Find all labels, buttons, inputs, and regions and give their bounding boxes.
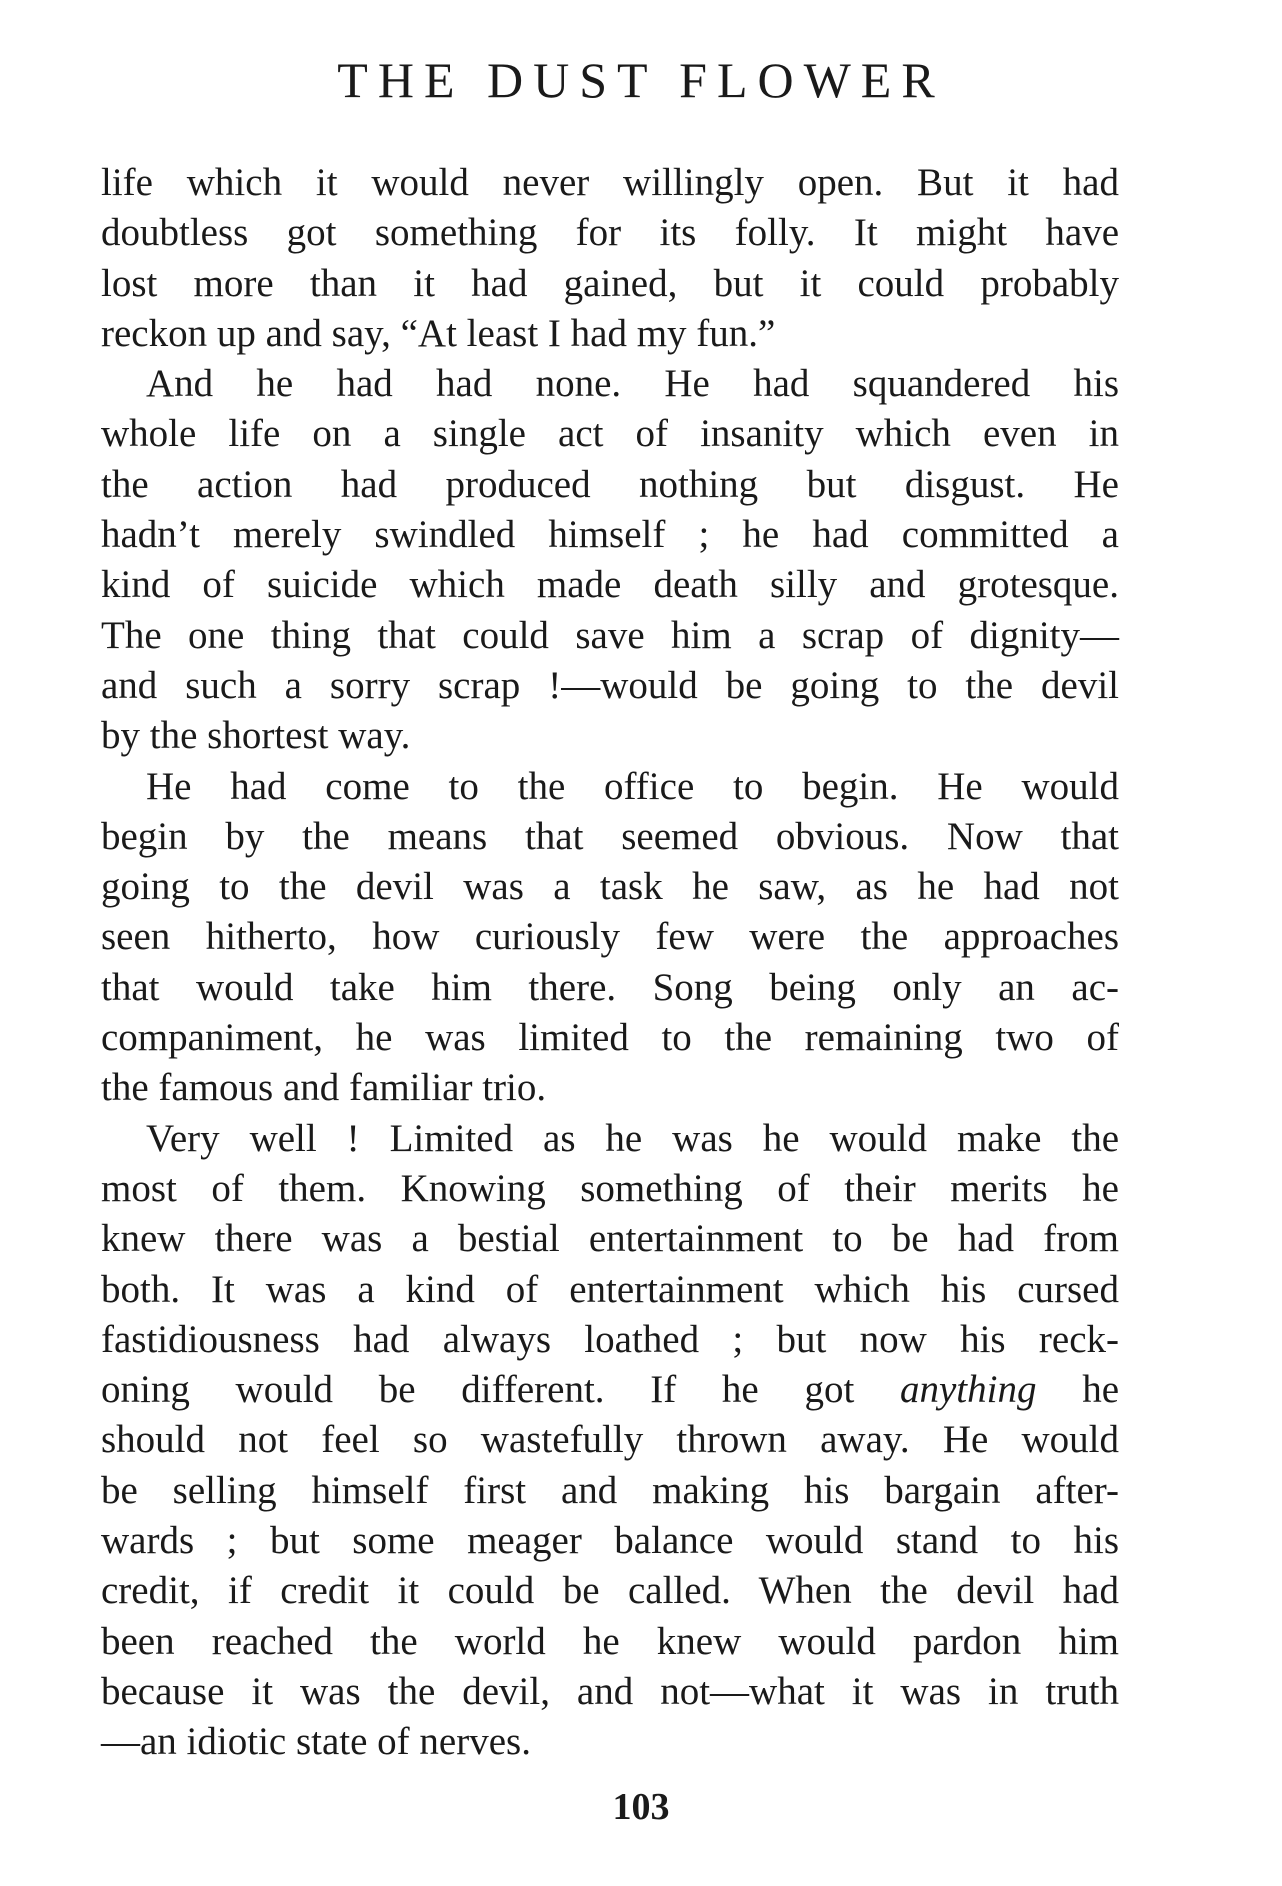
paragraph [101, 359, 1119, 761]
text-line: the action had produced nothing but disgust. He [101, 462, 1119, 506]
paragraph [101, 158, 1119, 359]
text-line: Very well ! Limited as he was he would make the [146, 1116, 1119, 1160]
text-line: life which it would never willingly open. But it had [101, 161, 1119, 204]
text-line: both. It was a kind of entertainment which his cursed [101, 1267, 1119, 1311]
text-line: the famous and familiar trio. [101, 1066, 547, 1110]
running-head: THE DUST FLOWER [337, 52, 945, 108]
paragraph [101, 762, 1119, 1114]
text-line: because it was the devil, and not—what it was in truth [101, 1669, 1119, 1713]
text-line: He had come to the office to begin. He would [146, 764, 1119, 808]
text-line: going to the devil was a task he saw, as he had not [101, 865, 1119, 909]
text-line: doubtless got something for its folly. It might have [101, 211, 1119, 255]
text-line: seen hitherto, how curiously few were the approaches [101, 915, 1119, 959]
text-line: whole life on a single act of insanity which even in [101, 412, 1119, 456]
text-line: lost more than it had gained, but it could probably [101, 261, 1119, 305]
text-line: The one thing that could save him a scrap of dignity— [101, 613, 1119, 657]
text-line: kind of suicide which made death silly and grotesque. [101, 563, 1119, 607]
text-line: should not feel so wastefully thrown away. He would [101, 1418, 1119, 1462]
text-line: be selling himself first and making his bargain after- [101, 1468, 1119, 1512]
text-line: and such a sorry scrap !—would be going to the devil [101, 663, 1119, 707]
text-line-italic: oning would be different. If he got anything he [101, 1368, 1119, 1412]
text-line: wards ; but some meager balance would stand to his [101, 1519, 1119, 1563]
text-line: by the shortest way. [101, 714, 411, 758]
text-line: reckon up and say, “At least I had my fun.” [101, 311, 776, 355]
body-text [101, 158, 1119, 1768]
text-line: fastidiousness had always loathed ; but now his reck- [101, 1317, 1119, 1361]
page-number: 103 [612, 1786, 670, 1828]
paragraph [101, 1114, 1119, 1768]
text-line: knew there was a bestial entertainment to be had from [101, 1217, 1119, 1261]
text-line: And he had had none. He had squandered his [146, 362, 1119, 406]
text-line: most of them. Knowing something of their merits he [101, 1166, 1119, 1210]
text-line: hadn’t merely swindled himself ; he had committed a [101, 513, 1119, 557]
text-line: credit, if credit it could be called. When the devil had [101, 1569, 1119, 1613]
text-line: begin by the means that seemed obvious. Now that [101, 814, 1119, 858]
text-line: that would take him there. Song being only an ac- [101, 965, 1119, 1009]
text-line: been reached the world he knew would pardon him [101, 1619, 1119, 1663]
text-line: —an idiotic state of nerves. [101, 1720, 531, 1764]
text-line: companiment, he was limited to the remaining two of [101, 1016, 1119, 1060]
emphasis-word: anything [900, 1368, 1037, 1412]
